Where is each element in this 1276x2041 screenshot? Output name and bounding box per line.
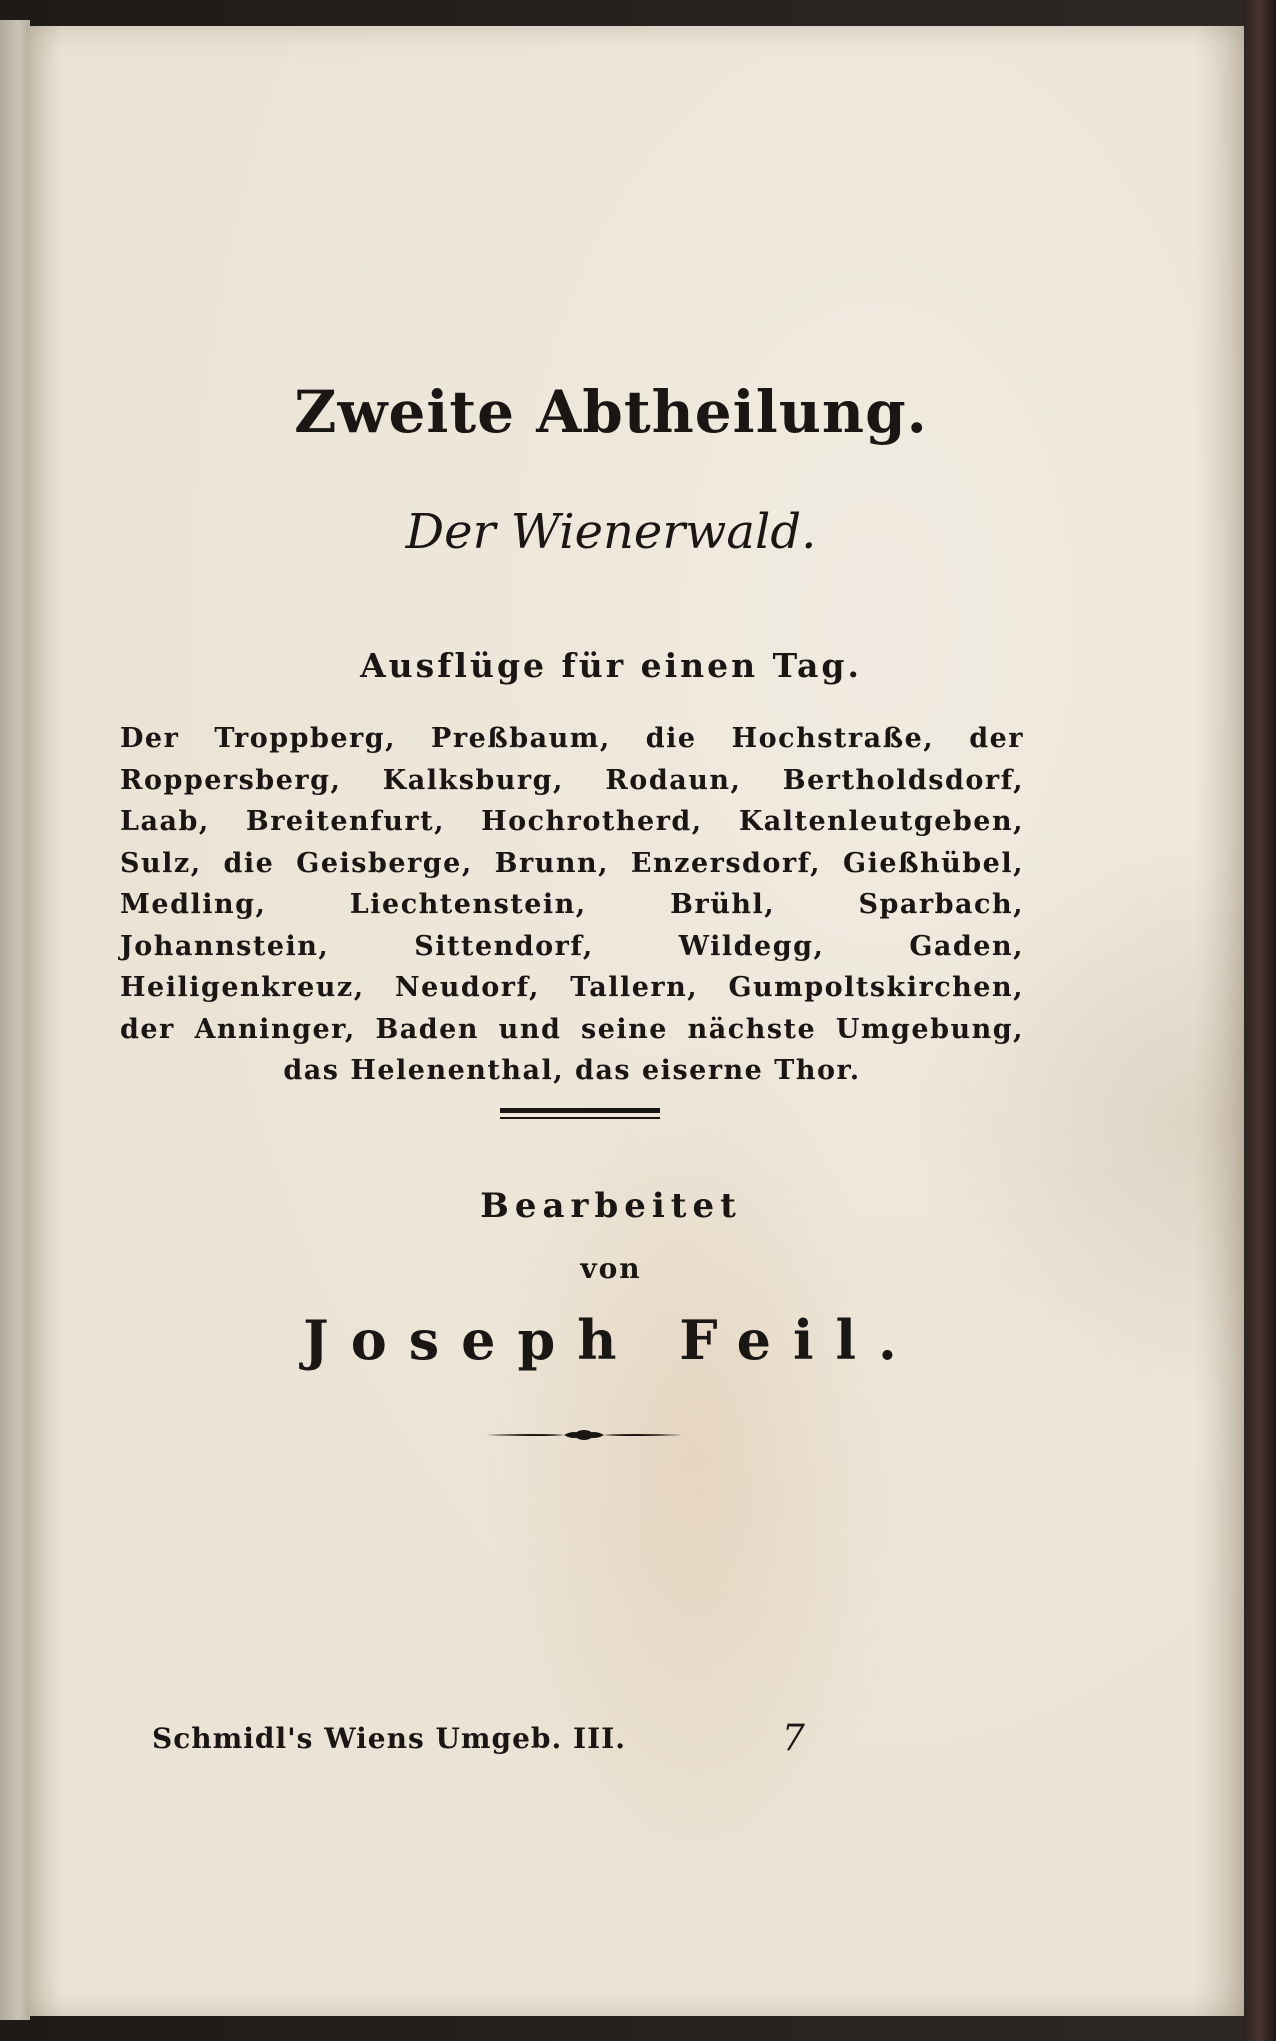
paper-page: [26, 26, 1244, 2016]
ornament-divider-icon: [484, 1424, 684, 1446]
footer-signature: Schmidl's Wiens Umgeb. III.: [152, 1722, 627, 1755]
rule-thin-line: [500, 1117, 660, 1119]
author-name: Joseph Feil.: [303, 1308, 919, 1372]
page-content: [26, 26, 1244, 2016]
places-list: Der Troppberg, Preßbaum, die Hochstraße, der Roppersberg, Kalksburg, Rodaun, Bertholdsdorf, Laab, Breitenfurt, Hochrotherd, Kaltenleutgeben, Sulz, die Geisberge, Brunn, Enzersdorf, Gießhübel, Medling, Liechtenstein, Brühl, Sparbach, Johannstein, Sittendorf, Wildegg, Gaden, Heiligenkreuz, Neudorf, Tallern, Gumpoltskirchen, der Anninger, Baden und seine nächste Umgebung, das Helenenthal, das eiserne Thor.: [120, 723, 1024, 1086]
by-label: von: [580, 1252, 642, 1285]
page-number: 7: [782, 1718, 805, 1759]
edited-label: Bearbeitet: [480, 1186, 742, 1226]
section-heading: Ausflüge für einen Tag.: [360, 646, 862, 685]
double-rule-divider: [500, 1108, 660, 1122]
page-subtitle: Der Wienerwald.: [405, 504, 817, 560]
rule-thick-line: [500, 1108, 660, 1113]
book-cover-edge: [1244, 0, 1276, 2041]
page-title: Zweite Abtheilung.: [294, 378, 928, 446]
